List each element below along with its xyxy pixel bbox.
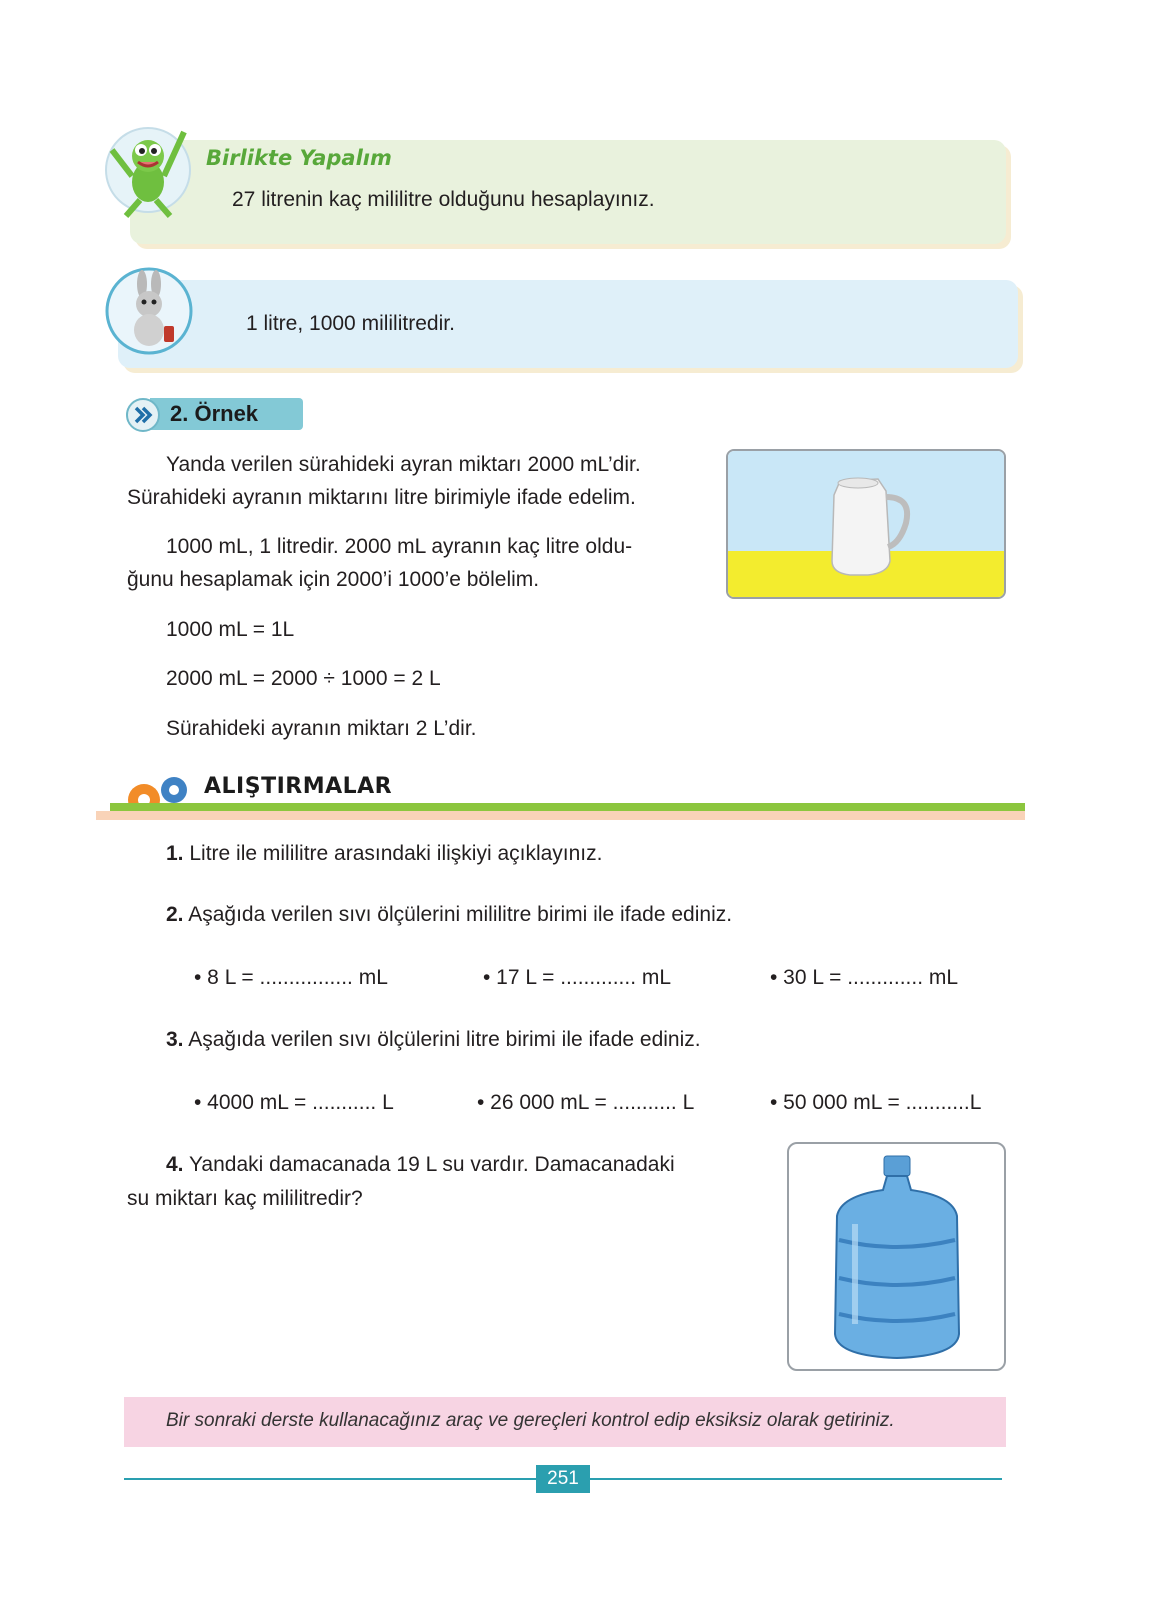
- question-4-text-line2: su miktarı kaç mililitredir?: [127, 1187, 363, 1210]
- info-box: [118, 280, 1018, 368]
- footer-note-text: Bir sonraki derste kullanacağınız araç ve gereçleri kontrol edip eksiksiz olarak getiriniz.: [166, 1410, 895, 1431]
- question-4-text-line1: Yandaki damacanada 19 L su vardır. Damacanadaki: [188, 1153, 675, 1176]
- double-chevron-icon: [126, 398, 160, 432]
- q3-item-2: • 26 000 mL = ........... L: [477, 1091, 695, 1114]
- question-3: [166, 1028, 701, 1052]
- question-2-text: Aşağıda verilen sıvı ölçülerini mililitre birimi ile ifade ediniz.: [188, 903, 733, 926]
- question-4-number: 4.: [166, 1153, 184, 1176]
- page-line-right: [590, 1478, 1002, 1480]
- question-4: [166, 1153, 675, 1177]
- question-3-text: Aşağıda verilen sıvı ölçülerini litre birimi ile ifade ediniz.: [188, 1028, 701, 1051]
- example-p2-line2: ğunu hesaplamak için 2000’i 1000’e bölelim.: [127, 568, 540, 591]
- water-bottle-image: [787, 1142, 1006, 1371]
- question-2-number: 2.: [166, 903, 184, 926]
- question-2: [166, 903, 732, 927]
- footer-note: [124, 1397, 1006, 1447]
- q3-item-3: • 50 000 mL = ...........L: [770, 1091, 982, 1114]
- example-p1-line1: Yanda verilen sürahideki ayran miktarı 2000 mL’dir.: [166, 453, 641, 476]
- equation-1: 1000 mL = 1L: [166, 618, 295, 641]
- example-p2-line1: 1000 mL, 1 litredir. 2000 mL ayranın kaç litre oldu-: [166, 535, 633, 558]
- page-line-left: [124, 1478, 536, 1480]
- example-result: Sürahideki ayranın miktarı 2 L’dir.: [166, 717, 477, 740]
- q2-item-3: • 30 L = ............. mL: [770, 966, 959, 989]
- q3-item-1: • 4000 mL = ........... L: [194, 1091, 394, 1114]
- question-1-number: 1.: [166, 842, 184, 865]
- together-title: Birlikte Yapalım: [206, 146, 392, 170]
- jug-image: [726, 449, 1006, 599]
- frog-mascot-icon: [100, 120, 196, 220]
- exercises-divider-green: [110, 803, 1025, 811]
- water-bottle-icon: [789, 1144, 1004, 1369]
- question-1-text: Litre ile mililitre arasındaki ilişkiyi açıklayınız.: [189, 842, 603, 865]
- info-text: 1 litre, 1000 mililitredir.: [246, 312, 455, 335]
- page-number: 251: [536, 1465, 590, 1493]
- exercises-title: ALIŞTIRMALAR: [204, 774, 393, 799]
- together-text: 27 litrenin kaç mililitre olduğunu hesaplayınız.: [232, 188, 655, 211]
- together-box: [130, 140, 1006, 244]
- exercises-divider-peach: [96, 811, 1025, 820]
- example-p1-line2: Sürahideki ayranın miktarını litre birimiyle ifade edelim.: [127, 486, 636, 509]
- q2-item-1: • 8 L = ................ mL: [194, 966, 388, 989]
- question-1: [166, 842, 602, 866]
- jug-icon: [728, 451, 1004, 597]
- q2-item-2: • 17 L = ............. mL: [483, 966, 672, 989]
- question-3-number: 3.: [166, 1028, 184, 1051]
- rabbit-mascot-icon: [104, 266, 194, 356]
- equation-2: 2000 mL = 2000 ÷ 1000 = 2 L: [166, 667, 441, 690]
- example-tab: [150, 398, 303, 430]
- example-label: 2. Örnek: [170, 401, 259, 426]
